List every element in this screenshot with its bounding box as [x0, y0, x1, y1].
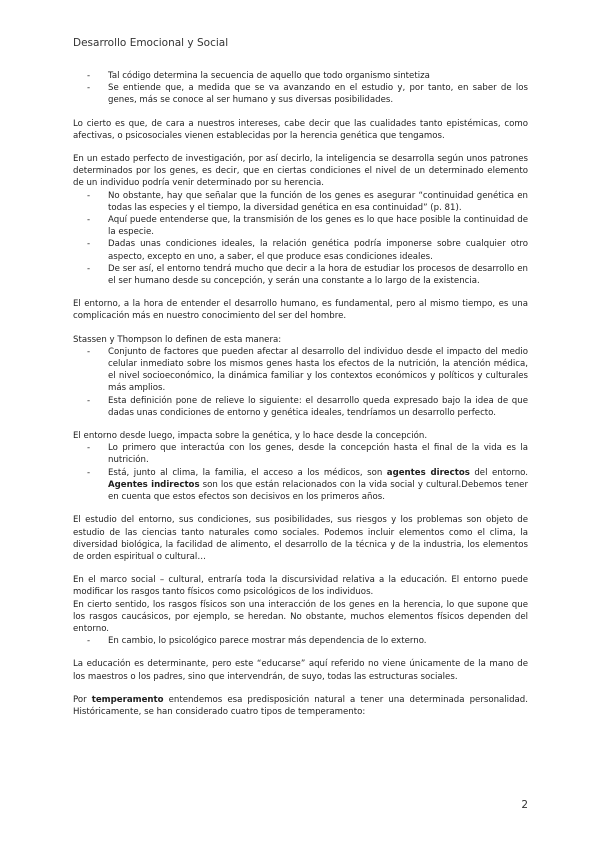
list-item: - Está, junto al clima, la familia, el acceso a los médicos, son agentes directos del entorno. Agentes indirectos son los que están relacionados con la vida social y cultural.Debemos tener en cuenta que estos efectos son decisivos en los primeros años. — [87, 467, 528, 504]
paragraph: La educación es determinante, pero este “educarse” aquí referido no viene únicamente de la mano de los maestros o los padres, sino que intervendrán, de suyo, todas las estructuras sociales. — [73, 659, 528, 682]
list-item: - Esta definición pone de relieve lo siguiente: el desarrollo queda expresado bajo la idea de que dadas unas condiciones de entorno y genética ideales, tendríamos un desarrollo perfecto. — [87, 395, 528, 419]
paragraph: En un estado perfecto de investigación, por así decirlo, la inteligencia se desarrolla según unos patrones determinados por los genes, es decir, que en ciertas condiciones el nivel de un determinado elemento de un individuo podría venir determinado por su herencia. — [73, 154, 528, 189]
list-item: - Se entiende que, a medida que se va avanzando en el estudio y, por tanto, en saber de los genes, más se conoce al ser humano y sus diversas posibilidades. — [87, 82, 528, 106]
page-header: Desarrollo Emocional y Social — [73, 37, 229, 49]
list-item: - Aquí puede entenderse que, la transmisión de los genes es lo que hace posible la continuidad de la especie. — [87, 214, 528, 238]
list-item: - No obstante, hay que señalar que la función de los genes es asegurar “continuidad genética en todas las especies y el tiempo, la diversidad genética en esa continuidad” (p. 81). — [87, 190, 528, 214]
definition-list — [73, 346, 528, 419]
paragraph: En cierto sentido, los rasgos físicos son una interacción de los genes en la herencia, lo que supone que los rasgos caucásicos, por ejemplo, se heredan. No obstante, muchos elementos físicos dependen del entorno. — [73, 599, 528, 634]
paragraph: Lo cierto es que, de cara a nuestros intereses, cabe decir que las cualidades tanto epistémicas, como afectivas, o psicosociales vienen establecidas por la herencia genética que tengamos. — [73, 118, 528, 141]
paragraph: El entorno, a la hora de entender el desarrollo humano, es fundamental, pero al mismo tiempo, es una complicación más en nuestro conocimiento del ser del hombre. — [73, 299, 528, 322]
list-item: - De ser así, el entorno tendrá mucho que decir a la hora de estudiar los procesos de desarrollo en el ser humano desde su concepción, y serán una constante a lo largo de la existencia. — [87, 263, 528, 287]
list-item: - Dadas unas condiciones ideales, la relación genética podría imponerse sobre cualquier otro aspecto, excepto en uno, a saber, el que produce esas condiciones ideales. — [87, 238, 528, 262]
genetics-list — [73, 190, 528, 288]
environment-list — [73, 442, 528, 503]
bold-term: Agentes indirectos — [108, 479, 200, 490]
list-item: - Tal código determina la secuencia de aquello que todo organismo sintetiza — [87, 70, 528, 82]
paragraph: El entorno desde luego, impacta sobre la genética, y lo hace desde la concepción. — [73, 431, 428, 442]
list-item: - Conjunto de factores que pueden afectar al desarrollo del individuo desde el impacto del medio celular inmediato sobre los mismos genes hasta los efectos de la nutrición, la atención médica, el nivel socioeconómico, la dinámica familiar y los contextos económicos y políticos y culturales más amplios. — [87, 346, 528, 395]
paragraph: Stassen y Thompson lo definen de esta manera: — [73, 334, 282, 345]
document-body — [73, 70, 528, 718]
list-item: - En cambio, lo psicológico parece mostrar más dependencia de lo externo. — [87, 635, 528, 647]
paragraph: Por temperamento entendemos esa predisposición natural a tener una determinada personalidad. Históricamente, se han considerado cuatro tipos de temperamento: — [73, 694, 528, 717]
psychology-list — [73, 635, 528, 647]
list-item: - Lo primero que interactúa con los genes, desde la concepción hasta el final de la vida es la nutrición. — [87, 442, 528, 466]
page-number: 2 — [521, 799, 528, 811]
bold-term: agentes directos — [386, 467, 470, 478]
bold-term: temperamento — [91, 694, 164, 705]
paragraph: El estudio del entorno, sus condiciones, sus posibilidades, sus riesgos y los problemas son objeto de estudio de las ciencias tanto naturales como sociales. Podemos incluir elementos como el clima, la diversidad biológica, la facilidad de alimento, el desarrollo de la técnica y de la industria, los elementos de orden espiritual o cultural… — [73, 515, 528, 562]
genes-list — [73, 70, 528, 107]
paragraph: En el marco social – cultural, entraría toda la discursividad relativa a la educación. El entorno puede modificar los rasgos tanto físicos como psicológicos de los individuos. — [73, 575, 528, 598]
